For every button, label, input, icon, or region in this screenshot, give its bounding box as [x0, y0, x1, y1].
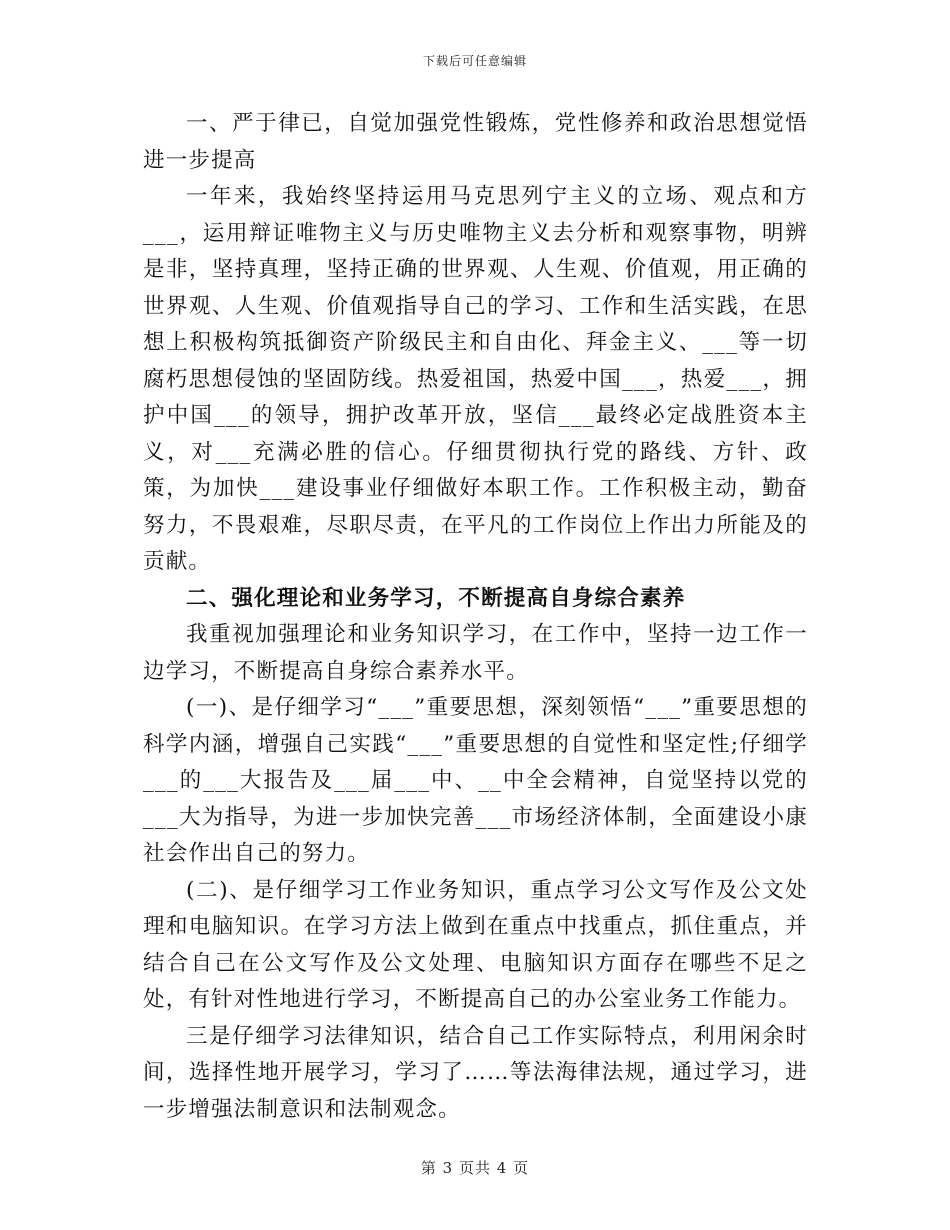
section-heading-2: 二、强化理论和业务学习，不断提高自身综合素养 [186, 585, 686, 611]
body-paragraph-1: 一年来，我始终坚持运用马克思列宁主义的立场、观点和方___，运用辩证唯物主义与历史唯物主义去分析和观察事物，明辨是非，坚持真理，坚持正确的世界观、人生观、价值观，用正确的世界观、人生观、价值观指导自己的学习、工作和生活实践，在思想上积极构筑抵御资产阶级民主和自由化、拜金主义、___等一切腐朽思想侵蚀的坚固防线。热爱祖国，热爱中国___，热爱___，拥护中国___的领导，拥护改革开放，坚信___最终必定战胜资本主义，对___充满必胜的信心。仔细贯彻执行党的路线、方针、政策，为加快___建设事业仔细做好本职工作。工作积极主动，勤奋努力，不畏艰难，尽职尽责，在平凡的工作岗位上作出力所能及的贡献。 [143, 184, 808, 574]
body-paragraph-5: 三是仔细学习法律知识，结合自己工作实际特点，利用闲余时间，选择性地开展学习，学习了……等法海律法规，通过学习，进一步增强法制意识和法制观念。 [143, 1023, 808, 1122]
document-body [143, 106, 808, 1128]
page-footer: 第 3 页共 4 页 [420, 1159, 530, 1177]
page-header: 下载后可任意编辑 [422, 54, 527, 68]
body-paragraph-4: (二)、是仔细学习工作业务知识，重点学习公文写作及公文处理和电脑知识。在学习方法上做到在重点中找重点，抓住重点，并结合自己在公文写作及公文处理、电脑知识方面存在哪些不足之处，有针对性地进行学习，不断提高自己的办公室业务工作能力。 [143, 877, 808, 1012]
body-paragraph-3: (一)、是仔细学习“___”重要思想，深刻领悟“___”重要思想的科学内涵，增强自己实践“___”重要思想的自觉性和坚定性;仔细学___的___大报告及___届___中、__中全会精神，自觉坚持以党的___大为指导，为进一步加快完善___市场经济体制，全面建设小康社会作出自己的努力。 [143, 695, 808, 866]
body-paragraph-2: 我重视加强理论和业务知识学习，在工作中，坚持一边工作一边学习，不断提高自身综合素养水平。 [143, 622, 808, 684]
section-heading-1: 一、严于律已，自觉加强党性锻炼，党性修养和政治思想觉悟进一步提高 [143, 111, 808, 173]
